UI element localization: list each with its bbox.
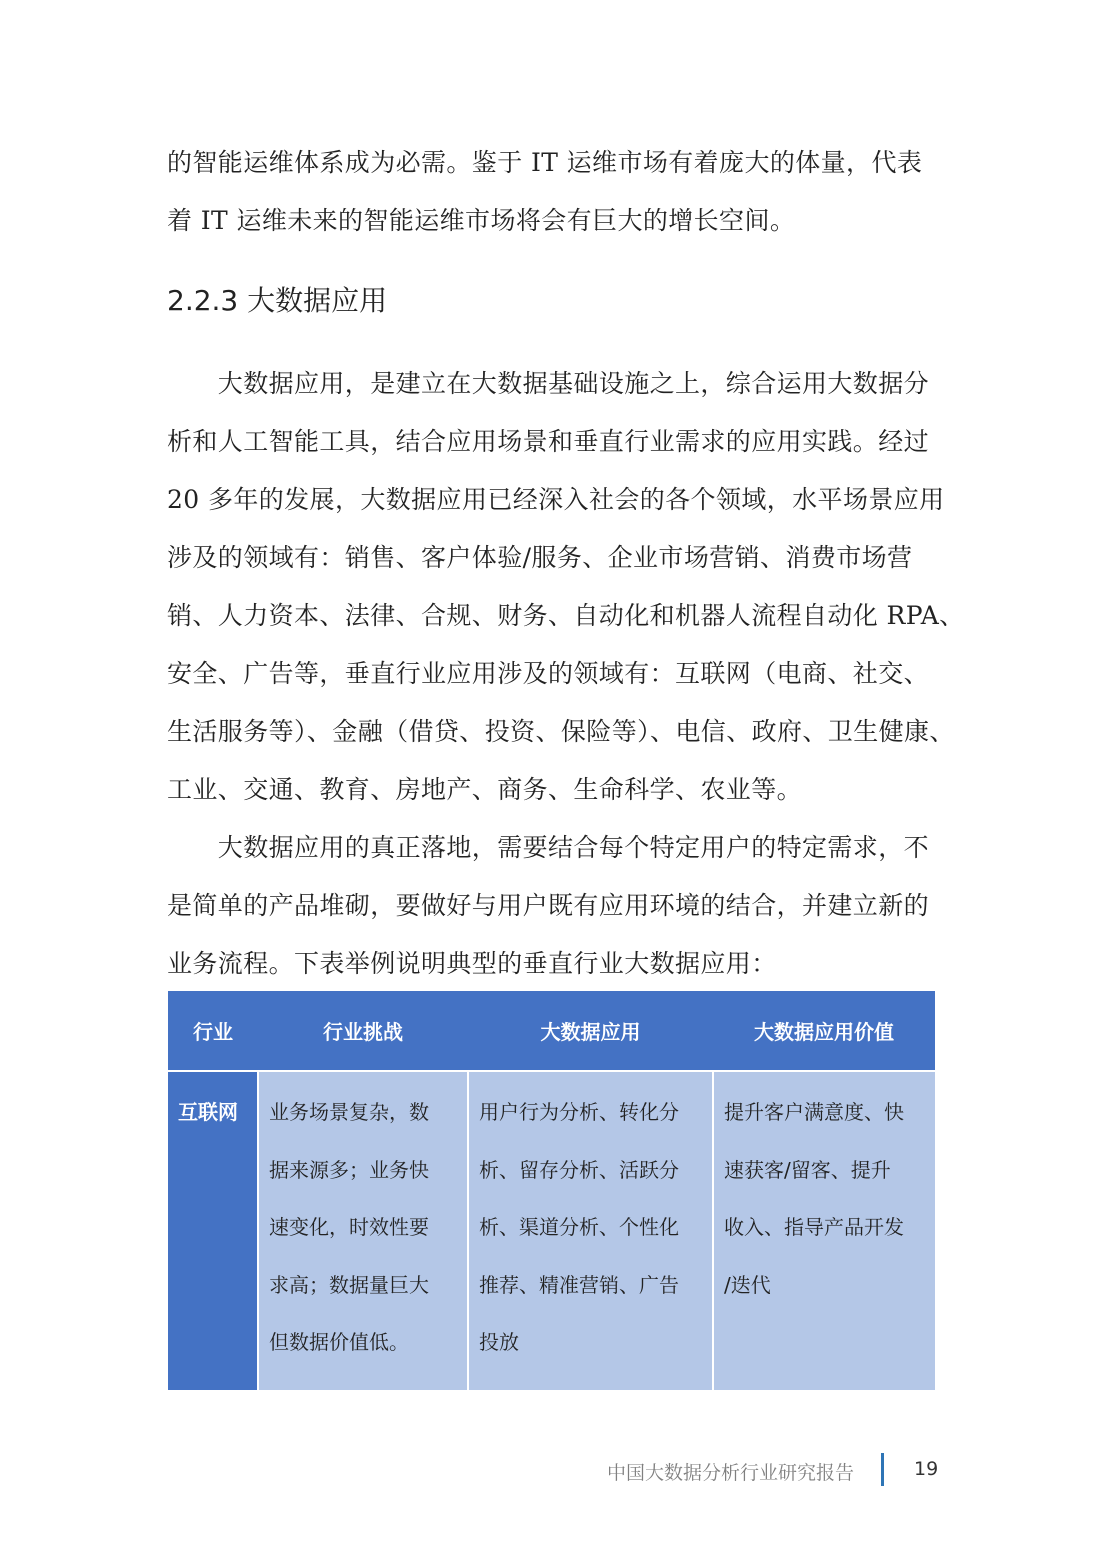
header-application: 大数据应用	[468, 991, 713, 1071]
paragraph-line: 大数据应用的真正落地，需要结合每个特定用户的特定需求，不	[167, 833, 930, 862]
paragraph-line: 销、人力资本、法律、合规、财务、自动化和机器人流程自动化 RPA、	[167, 601, 965, 630]
paragraph-line: 大数据应用，是建立在大数据基础设施之上，综合运用大数据分	[167, 369, 930, 398]
cell-text: /迭代	[724, 1272, 771, 1297]
paragraph-line: 工业、交通、教育、房地产、商务、生命科学、农业等。	[167, 775, 803, 804]
header-challenge: 行业挑战	[258, 991, 468, 1071]
cell-text: 析、留存分析、活跃分	[479, 1157, 679, 1182]
cell-text: 速获客/留客、提升	[724, 1157, 891, 1182]
cell-application	[468, 1071, 713, 1390]
cell-text: 速变化，时效性要	[269, 1215, 429, 1239]
footer-report-title: 中国大数据分析行业研究报告	[607, 1462, 855, 1484]
paragraph-line: 20 多年的发展，大数据应用已经深入社会的各个领域，水平场景应用	[167, 485, 945, 514]
cell-text: 推荐、精准营销、广告	[479, 1272, 679, 1297]
page-number: 19	[914, 1458, 939, 1480]
cell-text: 业务场景复杂，数	[269, 1100, 429, 1124]
intro-line: 着 IT 运维未来的智能运维市场将会有巨大的增长空间。	[167, 206, 796, 235]
cell-value	[713, 1071, 935, 1390]
industry-label: 互联网	[178, 1100, 238, 1124]
cell-challenge	[258, 1071, 468, 1390]
table-row	[168, 1071, 935, 1390]
paragraph-line: 是简单的产品堆砌，要做好与用户既有应用环境的结合，并建立新的	[167, 891, 930, 920]
cell-text: 提升客户满意度、快	[724, 1100, 904, 1124]
paragraph-line: 析和人工智能工具，结合应用场景和垂直行业需求的应用实践。经过	[167, 427, 930, 456]
section-heading: 2.2.3 大数据应用	[167, 284, 388, 317]
cell-text: 投放	[479, 1330, 519, 1354]
paragraph-line: 涉及的领域有：销售、客户体验/服务、企业市场营销、消费市场营	[167, 543, 913, 572]
footer-separator	[881, 1453, 884, 1486]
industry-table	[168, 991, 935, 1390]
header-value: 大数据应用价值	[713, 991, 935, 1071]
cell-text: 但数据价值低。	[269, 1330, 409, 1354]
cell-text: 析、渠道分析、个性化	[479, 1215, 679, 1239]
cell-text: 据来源多；业务快	[269, 1157, 429, 1182]
cell-text: 收入、指导产品开发	[724, 1215, 904, 1239]
paragraph-line: 生活服务等）、金融（借贷、投资、保险等）、电信、政府、卫生健康、	[167, 717, 955, 746]
cell-industry	[168, 1071, 258, 1390]
header-industry: 行业	[168, 991, 258, 1071]
cell-text: 求高；数据量巨大	[269, 1272, 429, 1297]
cell-text: 用户行为分析、转化分	[479, 1100, 679, 1124]
paragraph-line: 业务流程。下表举例说明典型的垂直行业大数据应用：	[167, 949, 777, 978]
paragraph-line: 安全、广告等，垂直行业应用涉及的领域有：互联网（电商、社交、	[167, 659, 930, 688]
intro-line: 的智能运维体系成为必需。鉴于 IT 运维市场有着庞大的体量，代表	[167, 148, 923, 177]
table-header-row	[168, 991, 935, 1071]
